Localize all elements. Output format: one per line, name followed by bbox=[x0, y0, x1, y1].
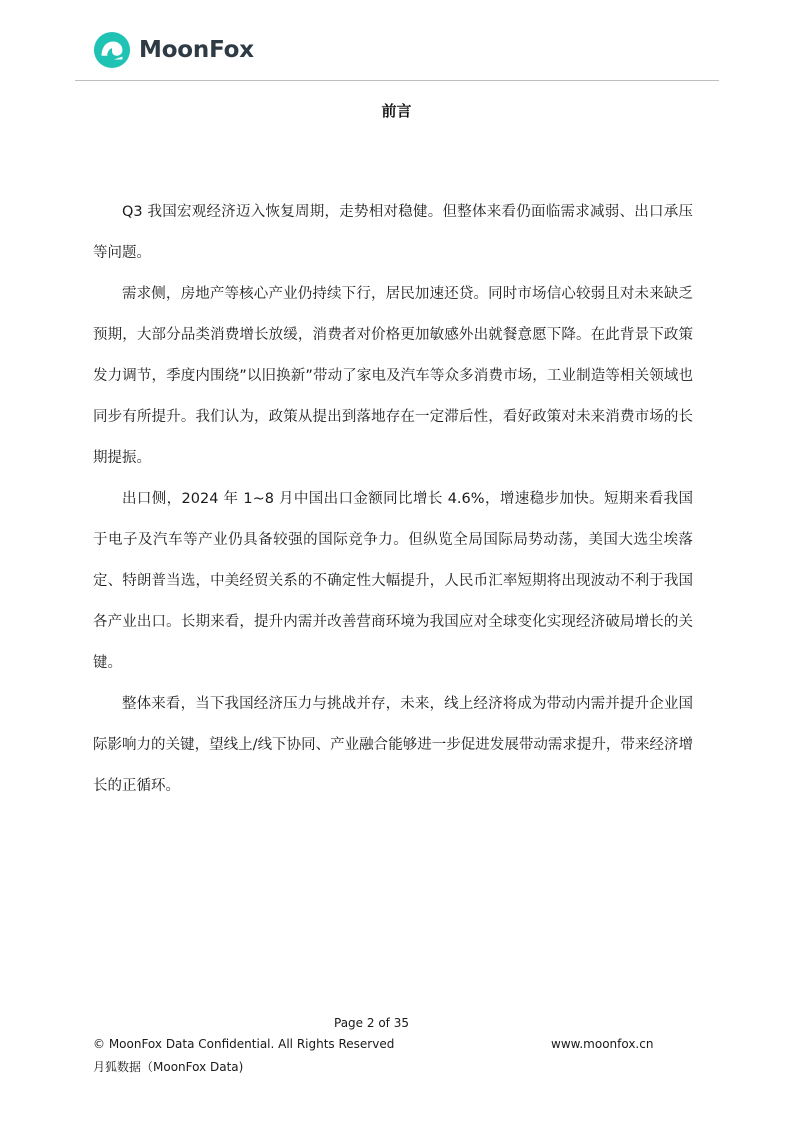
company-name: 月狐数据（MoonFox Data) bbox=[93, 1060, 244, 1074]
header-divider bbox=[75, 80, 719, 81]
document-body bbox=[93, 192, 693, 807]
paragraph-3: 出口侧，2024 年 1~8 月中国出口金额同比增长 4.6%，增速稳步加快。短期来看我国于电子及汽车等产业仍具备较强的国际竞争力。但纵览全局国际局势动荡，美国大选尘埃落定、特朗普当选，中美经贸关系的不确定性大幅提升，人民币汇率短期将出现波动不利于我国各产业出口。长期来看，提升内需并改善营商环境为我国应对全球变化实现经济破局增长的关键。 bbox=[93, 491, 693, 671]
page-number: Page 2 of 35 bbox=[334, 1016, 409, 1030]
paragraph-1: Q3 我国宏观经济迈入恢复周期，走势相对稳健。但整体来看仍面临需求减弱、出口承压等问题。 bbox=[93, 204, 693, 261]
website-link[interactable]: www.moonfox.cn bbox=[551, 1037, 654, 1051]
brand-logo bbox=[93, 31, 254, 69]
brand-name: MoonFox bbox=[139, 37, 254, 63]
moonfox-logo-icon bbox=[93, 31, 131, 69]
page-title: 前言 bbox=[381, 102, 412, 120]
paragraph-4: 整体来看，当下我国经济压力与挑战并存，未来，线上经济将成为带动内需并提升企业国际影响力的关键，望线上/线下协同、产业融合能够进一步促进发展带动需求提升，带来经济增长的正循环。 bbox=[93, 696, 693, 794]
paragraph-2: 需求侧，房地产等核心产业仍持续下行，居民加速还贷。同时市场信心较弱且对未来缺乏预期，大部分品类消费增长放缓，消费者对价格更加敏感外出就餐意愿下降。在此背景下政策发力调节，季度内围绕”以旧换新”带动了家电及汽车等众多消费市场，工业制造等相关领域也同步有所提升。我们认为，政策从提出到落地存在一定滞后性，看好政策对未来消费市场的长期提振。 bbox=[93, 286, 693, 466]
copyright-notice: © MoonFox Data Confidential. All Rights Reserved bbox=[93, 1037, 395, 1051]
